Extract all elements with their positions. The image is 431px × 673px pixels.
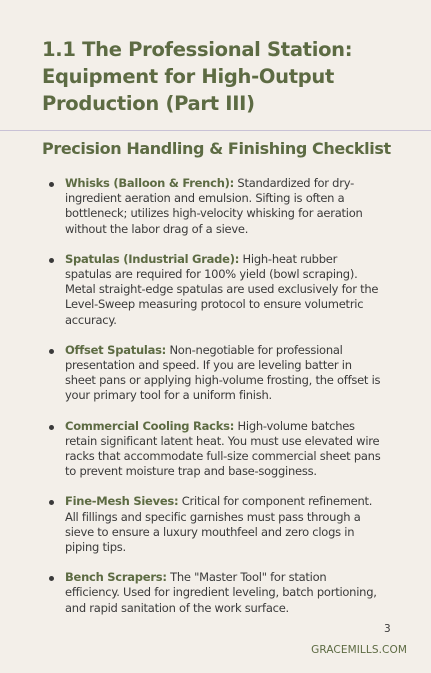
checklist-item-offset-spatulas [42, 343, 382, 404]
bullet-icon [49, 349, 54, 354]
equipment-checklist [42, 176, 382, 631]
checklist-item-cooling-racks [42, 419, 382, 480]
bullet-icon [49, 576, 54, 581]
item-description: The "Master Tool" for station efficiency. Used for ingredient leveling, batch portioning, and rapid sanitation of the work surface. [65, 570, 377, 615]
item-description: Non-negotiable for professional presentation and speed. If you are leveling batter in sheet pans or applying high-volume frosting, the offset is your primary tool for a uniform finish. [65, 342, 381, 403]
checklist-item-bench-scrapers [42, 570, 382, 616]
bullet-icon [49, 425, 54, 430]
item-term: Commercial Cooling Racks: [65, 418, 235, 433]
bullet-icon [49, 258, 54, 263]
item-description: Standardized for dry-ingredient aeration and emulsion. Sifting is often a bottleneck; utilizes high-velocity whisking for aeration without the labor drag of a sieve. [65, 176, 363, 236]
item-term: Spatulas (Industrial Grade): [65, 251, 240, 266]
page-title: 1.1 The Professional Station: Equipment for High-Output Production (Part III) [42, 38, 353, 115]
section-title: Precision Handling & Finishing Checklist [42, 139, 391, 158]
item-description: High-volume batches retain significant latent heat. You must use elevated wire racks that accommodate full-size commercial sheet pans to prevent moisture trap and base-sogginess. [65, 418, 381, 479]
footer-website: GRACEMILLS.COM [311, 644, 407, 656]
checklist-item-whisks [42, 176, 382, 237]
item-term: Whisks (Balloon & French): [65, 176, 234, 190]
bullet-icon [49, 182, 54, 187]
bullet-icon [49, 500, 54, 505]
item-term: Bench Scrapers: [65, 570, 167, 585]
item-term: Offset Spatulas: [65, 342, 167, 357]
item-term: Fine-Mesh Sieves: [65, 494, 179, 509]
title-divider [0, 130, 431, 131]
page-number: 3 [384, 623, 391, 635]
item-description: Critical for component refinement. All fillings and specific garnishes must pass through a sieve to ensure a luxury mouthfeel and zero clogs in piping tips. [65, 494, 373, 555]
checklist-item-sieves [42, 494, 382, 555]
checklist-item-spatulas [42, 252, 382, 328]
item-description: High-heat rubber spatulas are required for 100% yield (bowl scraping). Metal straight-edge spatulas are used exclusively for the Level-Sweep measuring protocol to ensure volumetric accuracy. [65, 251, 379, 327]
